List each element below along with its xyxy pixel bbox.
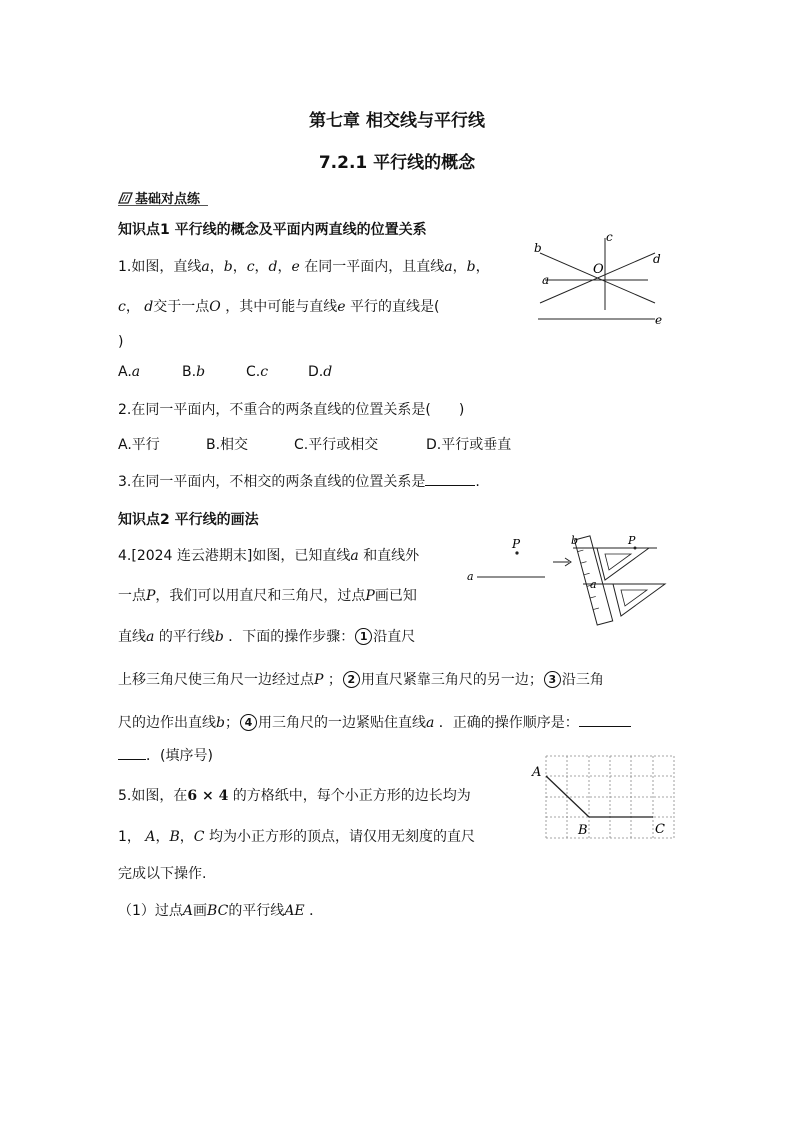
- fig2-label-p: P: [512, 537, 521, 551]
- fig1-label-o: O: [593, 262, 604, 277]
- knowledge-point-1: 知识点1 平行线的概念及平面内两直线的位置关系: [118, 222, 427, 238]
- knowledge-point-2: 知识点2 平行线的画法: [118, 512, 259, 528]
- question-2-options: A.平行 B.相交 C.平行或相交 D.平行或垂直: [118, 437, 512, 453]
- answer-blank-4b: [118, 759, 146, 760]
- option-d: D.d: [308, 364, 333, 380]
- practice-underline: [118, 205, 208, 206]
- option-a: A.a: [118, 364, 141, 380]
- fig1-label-a: a: [542, 273, 550, 287]
- question-1-line-1: 1.如图，直线a，b，c，d，e 在同一平面内，且直线a，b，: [118, 259, 490, 275]
- fig2-label-a: a: [467, 570, 474, 583]
- question-3: 3.在同一平面内，不相交的两条直线的位置关系是 .: [118, 474, 480, 490]
- fig3-label-c: C: [655, 822, 665, 837]
- question-5-line-3: 完成以下操作.: [118, 866, 207, 882]
- question-4-line-2: 一点P，我们可以用直尺和三角尺，过点P画已知: [118, 588, 417, 604]
- question-1-options: [118, 364, 368, 380]
- chapter-title: 第七章 相交线与平行线: [309, 111, 485, 131]
- question-4-line-3: 直线a 的平行线b ．下面的操作步骤： 1 沿直尺: [118, 629, 416, 645]
- question-5-line-1: 5.如图，在6 × 4 的方格纸中，每个小正方形的边长均为: [118, 788, 471, 804]
- answer-blank-3: [425, 485, 475, 486]
- option-b: B.b: [182, 364, 206, 380]
- question-4-line-6: ．(填序号): [118, 745, 213, 765]
- question-4-line-1: 4.[2024 连云港期末]如图，已知直线a 和直线外: [118, 548, 420, 564]
- section-title: 7.2.1 平行线的概念: [318, 153, 476, 173]
- fig2-label-p2: P: [628, 534, 636, 547]
- fig2-label-a2: a: [590, 578, 597, 591]
- fig1-label-b: b: [534, 241, 542, 255]
- question-1-line-3: ): [118, 334, 124, 350]
- fig1-label-c: c: [606, 230, 613, 244]
- fig1-label-e: e: [655, 313, 663, 327]
- figure-intersecting-lines: [530, 228, 670, 328]
- figure-ruler-triangle: [465, 528, 675, 626]
- fig3-label-a: A: [532, 765, 542, 780]
- fig3-label-b: B: [578, 823, 588, 838]
- question-5-line-2: 1， A，B，C 均为小正方形的顶点，请仅用无刻度的直尺: [118, 829, 475, 845]
- question-4-line-5: 尺的边作出直线b； 4 用三角尺的一边紧贴住直线a ．正确的操作顺序是：: [118, 712, 631, 732]
- answer-blank-4: [579, 726, 631, 727]
- fig2-label-b: b: [571, 534, 579, 547]
- practice-icon: [118, 192, 133, 204]
- option-c: C.c: [246, 364, 269, 380]
- question-2: 2.在同一平面内，不重合的两条直线的位置关系是( ): [118, 402, 465, 418]
- question-4-line-4: 上移三角尺使三角尺一边经过点P ； 2 用直尺紧靠三角尺的另一边； 3 沿三角: [118, 672, 604, 688]
- question-1-line-2: c， d交于一点O ，其中可能与直线e 平行的直线是(: [118, 299, 440, 315]
- practice-label-text: 基础对点练: [135, 192, 201, 207]
- fig1-label-d: d: [653, 252, 661, 266]
- figure-grid-6x4: [530, 752, 680, 842]
- question-5-sub-1: （1）过点A画BC的平行线AE ．: [118, 903, 324, 919]
